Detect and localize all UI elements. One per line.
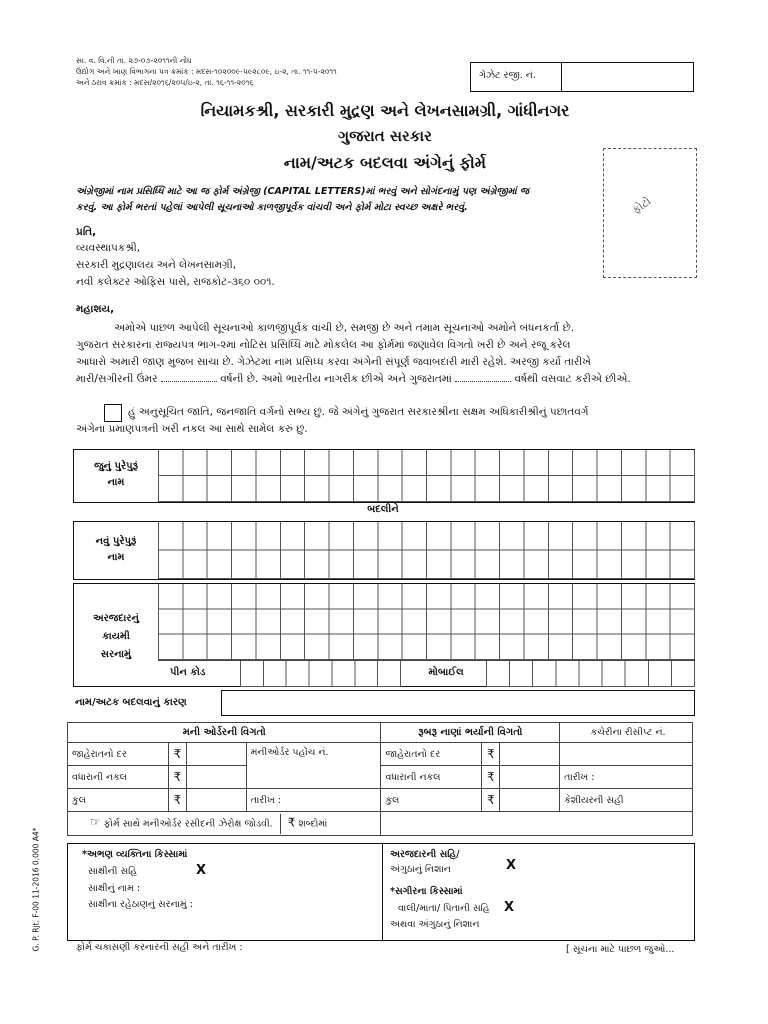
witness-sign-mark[interactable]: X [196,863,207,878]
side-print-code: G. P. Rjt. F-00 11-2016 0,000 A4* [31,827,41,952]
new-name-section [73,521,695,580]
old-name-label-l2: નામ [107,477,125,488]
mobile-label: મોબાઈલ [428,667,464,678]
pin-label: પીન કોડ [170,667,206,678]
address-label-l2: કાયમી [102,631,130,642]
receipt-no-input[interactable] [560,743,693,766]
age-input[interactable] [161,372,217,382]
pin-input[interactable] [240,661,401,687]
para-line [76,371,696,388]
address-label [74,610,158,664]
reason-input[interactable] [221,690,695,716]
cash-date-label: તારીખ : [560,766,693,789]
address-input[interactable] [158,584,695,660]
salutation: મહાશય, [76,303,115,315]
mo-total-label: કુલ [68,789,169,812]
address-section [73,583,695,687]
amount-in-words-input[interactable] [381,812,693,836]
signatures-box [67,843,695,941]
divider [280,814,281,834]
mo-header: મની ઓર્ડરની વિગતો [68,723,381,743]
form-title: નામ/અટક બદલવા અંગેનું ફોર્મ [283,153,487,172]
guardian-thumb-label: અથવા અંગુઠાનું નિશાન [390,919,480,930]
applicant-sign-title1: અરજદારની સહિ/ [390,849,460,860]
receipt-no-label: કચેરીના રીસીપ્ટ નં. [560,723,693,743]
old-name-label [74,459,158,491]
applicant-sign-mark[interactable]: X [506,858,517,873]
cash-total-input[interactable] [500,789,560,812]
header-line1: નિયામકશ્રી, સરકારી મુદ્રણ અને લેખનસામગ્રી, ગાંધીનગર [200,101,570,120]
new-name-label [74,534,158,566]
address-line: વ્યવસ્થાપકશ્રી, [76,242,141,254]
mobile-input[interactable] [486,661,695,687]
guardian-sign-label: વાલી/માતા/ પિતાની સહિ [398,903,490,914]
gazette-reg-label: ગેઝેટ રજી. નં. [479,70,536,81]
para-line: ગુજરાત સરકારના રાજ્યપત્ર ભાગ-૨માં નોટિસ પ્રસિધ્ધિ માટે મોકલેલ આ ફોર્મમાં જણાવેલ વિગતો ખરી છે અને રજૂ કરેલ [76,339,571,351]
rupee-symbol: ₹ [482,766,500,789]
para-line: આધારો અમારી જાણ મુજબ સાચા છે. ગેઝેટમાં નામ પ્રસિધ્ધ કરવા અંગેની સંપૂર્ણ જવાબદારી મારી રહેશે. અરજી કર્યા તારીખે [76,356,591,368]
witness-address-label: સાક્ષીના રહેઠાણનું સરનામું : [88,899,193,910]
cash-header: રૂબરૂ નાણાં ભર્યાની વિગતો [381,723,560,743]
mo-ad-rate-input[interactable] [186,743,246,766]
photo-label: ફોટો [629,194,654,217]
payment-table [67,722,693,836]
mo-extra-copy-input[interactable] [186,766,246,789]
old-name-label-l1: જુનું પુરેપુરૂં [94,461,138,472]
para-line: અમોએ પાછળ આપેલી સૂચનાઓ કાળજીપૂર્વક વાંચી છે, સમજી છે અને તમામ સૂચનાઓ અમોને બંધનકર્તા છે. [114,322,575,334]
cash-ad-rate-label: જાહેરાતનો દર [381,743,482,766]
rupee-symbol: ₹ [168,789,186,812]
in-words-label: શબ્દોમાં [298,818,328,829]
age-suffix: વર્ષની છે. અમો ભારતીય નાગરીક છીએ અને ગુજરાતમાં [220,373,452,385]
instruction-block [76,184,529,216]
divider [561,63,562,91]
badline-label: બદલીને [367,504,399,515]
cash-ad-rate-input[interactable] [500,743,560,766]
header-line2: ગુજરાત સરકાર [338,127,432,145]
age-label: મારી/સગીરની ઉંમર [76,373,158,385]
rupee-symbol: ₹ [287,815,296,829]
rupee-symbol: ₹ [168,743,186,766]
new-name-input[interactable] [158,522,695,579]
cash-extra-copy-label: વધારાની નકલ [381,766,482,789]
attach-note-text: ફોર્મ સાથે મનીઓર્ડર રસીદની ઝેરોક્ષ જોડવી. [103,818,273,829]
address-label-l3: સરનામું [100,649,132,660]
cash-extra-copy-input[interactable] [500,766,560,789]
mo-extra-copy-label: વધારાની નકલ [68,766,169,789]
notice-line: સા. વ. વિ.ની તા. ૨૭-૦૭-૨૦૧૧ની નોંધ [76,56,192,65]
reason-label: નામ/અટક બદલવાનું કારણ [75,697,187,708]
address-line: નવી કલેક્ટર ઓફિસ પાસે, રાજકોટ-૩૬૦ ૦૦૧. [76,276,275,288]
instruction-line: કરવું. આ ફોર્મ ભરતાં પહેલાં આપેલી સૂચનાઓ કાળજીપૂર્વક વાંચવી અને ફોર્મ મોટા સ્વચ્છ અક્ષરે ભરવું. [76,202,468,213]
verifier-label: ફોર્મ ચકાસણી કરનારની સહી અને તારીખ : [76,942,243,953]
new-name-label-l1: નવું પુરેપુરૂં [95,536,137,547]
witness-name-label: સાક્ષીનું નામ : [88,883,141,894]
notice-line: અને ઠરાવ ક્રમાંક : મદસ/૨૦૧૬/૨૦૫/ઇ-૨, તા. ૧૬-૧૧-૨૦૧૬ [76,78,254,87]
years-input[interactable] [455,372,511,382]
witness-sign-label: સાક્ષીની સહિ [88,866,138,877]
guardian-sign-mark[interactable]: X [504,900,515,915]
pin-mobile-row [158,660,694,687]
declaration-paragraph [76,320,696,388]
applicant-sign-title2: અંગુઠાનું નિશાન [390,864,451,875]
old-name-section [73,449,695,503]
mo-date-label: તારીખ : [246,789,381,812]
address-block [76,240,275,291]
rupee-symbol: ₹ [482,743,500,766]
caste-line: હું અનુસૂચિત જાતિ, જનજાતિ વર્ગનો સભ્ય છું. જે અંગેનું ગુજરાત સરકારશ્રીના સક્ષમ અધિકારીશ્રીનું પછાતવર્ગ [128,406,589,418]
attach-note [68,812,381,836]
rupee-symbol: ₹ [482,789,500,812]
new-name-label-l2: નામ [107,552,125,563]
cash-total-label: કુલ [381,789,482,812]
notice-block [76,55,337,88]
gazette-reg-input[interactable] [563,65,689,87]
see-back-note: [ સૂચના માટે પાછળ જુઓ... [566,944,675,955]
prati: પ્રતિ, [76,226,97,238]
photo-box[interactable] [603,148,697,278]
mo-ad-rate-label: જાહેરાતનો દર [68,743,169,766]
address-line: સરકારી મુદ્રણાલય અને લેખનસામગ્રી, [76,259,237,271]
old-name-input[interactable] [158,450,695,502]
caste-line: અંગેના પ્રમાણપત્રની ખરી નકલ આ સાથે સામેલ કરું છું. [76,423,308,435]
witness-title: *અભણ વ્યક્તિના કિસ્સામાં [82,849,188,860]
caste-declaration [76,404,696,438]
mo-total-input[interactable] [186,789,246,812]
instruction-line: અંગ્રેજીમાં નામ પ્રસિધ્ધિ માટે આ જ ફોર્મ અંગ્રેજી (CAPITAL LETTERS)માં ભરવું અને સોગંદનામું પણ અંગ્રેજીમાં જ [76,186,530,197]
minor-title: *સગીરના કિસ્સામાં [390,886,463,897]
mo-receipt-label: મનીઓર્ડર પહોંચ નં. [246,743,381,789]
address-label-l1: અરજદારનું [93,613,139,624]
rupee-symbol: ₹ [168,766,186,789]
cashier-sign-label: કેશીયરની સહી [560,789,693,812]
gazette-reg-box [470,62,694,92]
pointing-hand-icon: ☞ [90,815,101,829]
notice-line: ઉદ્યોગ અને ખાણ વિભાગના પત્ર ક્રમાંક : મદસ-૧૦૨૦૦૯-૫૯૨૮૦૯, ઇ-૨, તા. ૧૧-૫-૨૦૧૧ [76,67,337,76]
divider [382,844,383,940]
years-suffix: વર્ષથી વસવાટ કરીએ છીએ. [514,373,631,385]
